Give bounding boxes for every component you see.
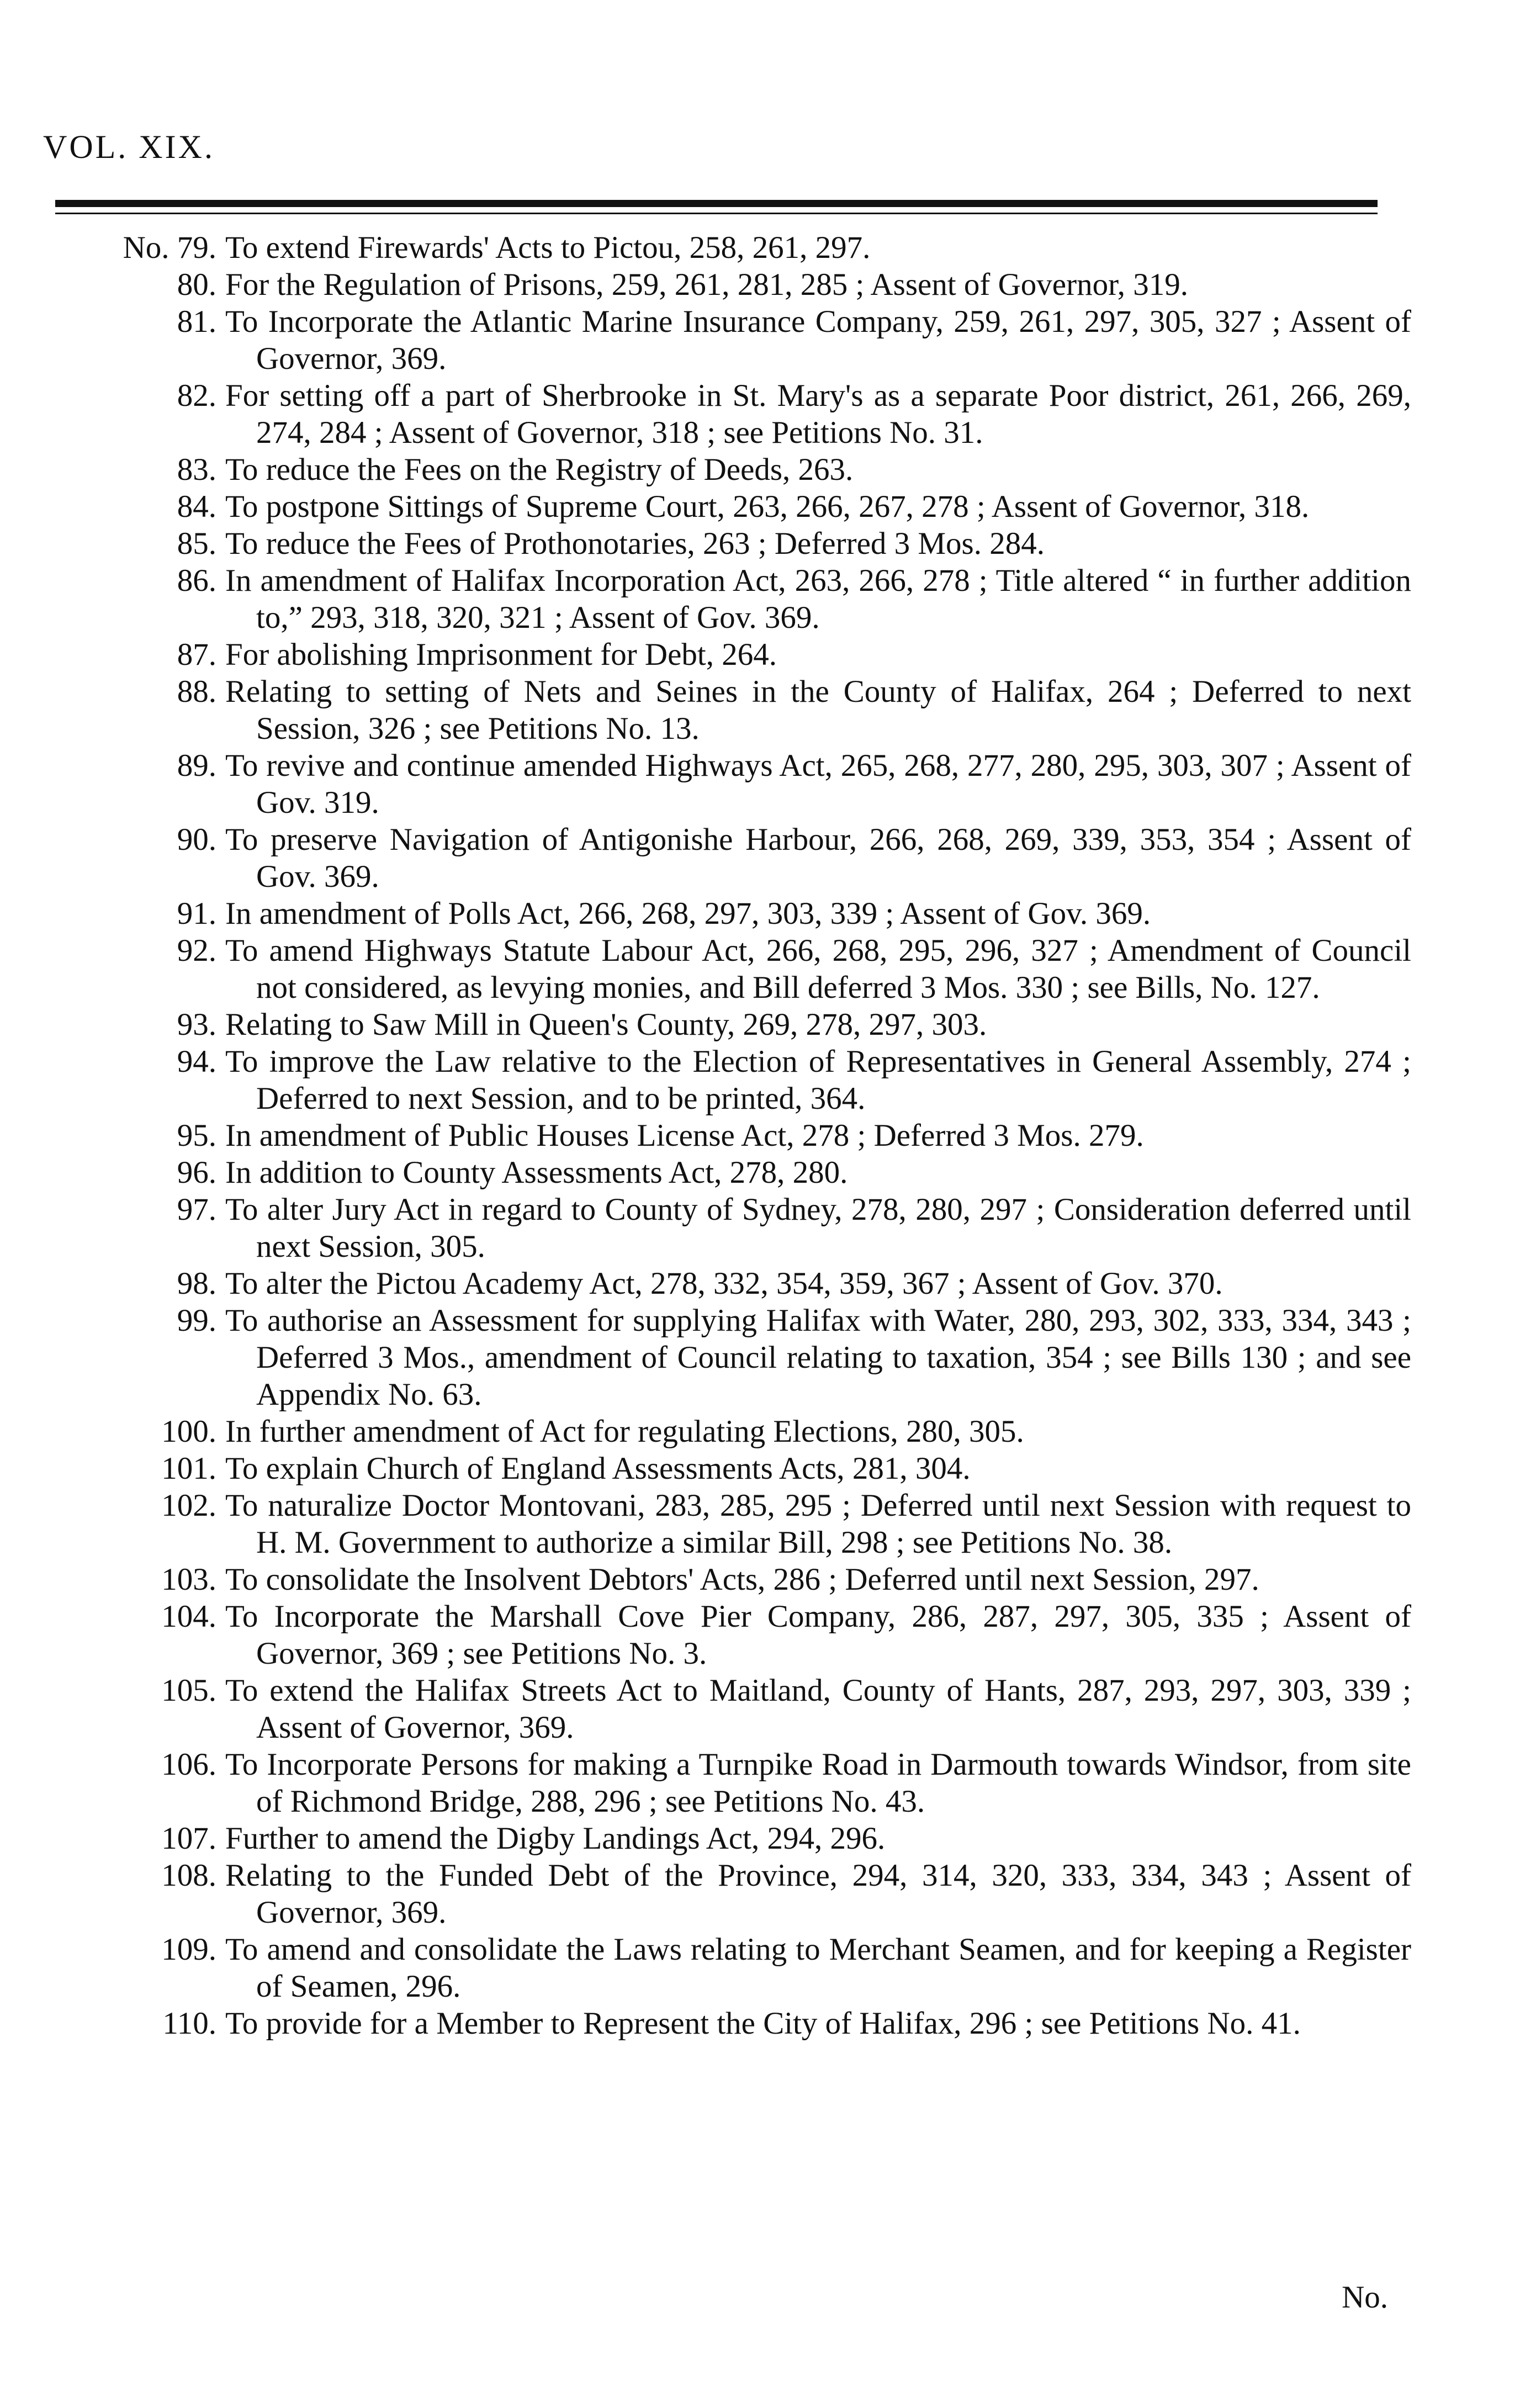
list-item (0, 1117, 1536, 1154)
bill-description: Relating to setting of Nets and Seines in the County of Halifax, 264 ; Deferred to next Session, 326 ; see Petitions No. 13. (225, 674, 1411, 746)
list-item (0, 1154, 1536, 1191)
bill-number: 96. (177, 1155, 216, 1190)
bill-number: 100. (161, 1414, 216, 1449)
bill-description: To extend the Halifax Streets Act to Maitland, County of Hants, 287, 293, 297, 303, 339 ; Assent of Governor, 369. (225, 1673, 1411, 1745)
list-item (0, 1857, 1536, 1931)
list-item (0, 377, 1536, 451)
bill-description: To alter the Pictou Academy Act, 278, 332, 354, 359, 367 ; Assent of Gov. 370. (225, 1266, 1223, 1301)
list-item (0, 821, 1536, 895)
list-item (0, 1487, 1536, 1561)
bill-number: 108. (161, 1858, 216, 1893)
bill-description: For setting off a part of Sherbrooke in St. Mary's as a separate Poor district, 261, 266, 269, 274, 284 ; Assent of Governor, 318 ; see Petitions No. 31. (225, 378, 1411, 450)
bill-number: 94. (177, 1044, 216, 1079)
bill-description: In amendment of Public Houses License Act, 278 ; Deferred 3 Mos. 279. (225, 1118, 1144, 1153)
bill-number: 109. (161, 1932, 216, 1967)
bill-description: In further amendment of Act for regulating Elections, 280, 305. (225, 1414, 1024, 1449)
list-item (0, 1931, 1536, 2005)
bill-number: No. 79. (123, 230, 216, 265)
bill-number: 80. (177, 267, 216, 302)
list-item (0, 1302, 1536, 1413)
list-item (0, 229, 1536, 266)
bill-number: 82. (177, 378, 216, 413)
list-item (0, 895, 1536, 932)
bill-description: To reduce the Fees on the Registry of Deeds, 263. (225, 452, 854, 487)
bill-description: To improve the Law relative to the Election of Representatives in General Assembly, 274 ; Deferred to next Session, and to be printed, 364. (225, 1044, 1411, 1116)
bill-description: For abolishing Imprisonment for Debt, 264. (225, 637, 777, 672)
bill-number: 81. (177, 304, 216, 339)
bill-description: To naturalize Doctor Montovani, 283, 285, 295 ; Deferred until next Session with request to H. M. Government to authorize a similar Bill, 298 ; see Petitions No. 38. (225, 1488, 1411, 1560)
bill-number: 103. (161, 1562, 216, 1597)
list-item (0, 1191, 1536, 1265)
bill-description: To explain Church of England Assessments Acts, 281, 304. (225, 1451, 971, 1486)
list-item (0, 673, 1536, 747)
bill-number: 86. (177, 563, 216, 598)
bill-number: 104. (161, 1599, 216, 1634)
bill-description: To postpone Sittings of Supreme Court, 263, 266, 267, 278 ; Assent of Governor, 318. (225, 489, 1310, 524)
list-item (0, 1598, 1536, 1672)
bill-description: In addition to County Assessments Act, 278, 280. (225, 1155, 848, 1190)
bill-description: For the Regulation of Prisons, 259, 261, 281, 285 ; Assent of Governor, 319. (225, 267, 1189, 302)
bill-number: 101. (161, 1451, 216, 1486)
list-item (0, 266, 1536, 303)
bill-description: To amend Highways Statute Labour Act, 266, 268, 295, 296, 327 ; Amendment of Council not considered, as levying monies, and Bill deferred 3 Mos. 330 ; see Bills, No. 127. (225, 933, 1411, 1005)
bill-description: To provide for a Member to Represent the City of Halifax, 296 ; see Petitions No. 41. (225, 2006, 1301, 2041)
bill-description: To Incorporate the Atlantic Marine Insurance Company, 259, 261, 297, 305, 327 ; Assent of Governor, 369. (225, 304, 1411, 376)
bill-number: 85. (177, 526, 216, 561)
list-item (0, 932, 1536, 1006)
bill-number: 92. (177, 933, 216, 968)
list-item (0, 636, 1536, 673)
bill-number: 95. (177, 1118, 216, 1153)
bill-number: 87. (177, 637, 216, 672)
bill-description: To authorise an Assessment for supplying Halifax with Water, 280, 293, 302, 333, 334, 343 ; Deferred 3 Mos., amendment of Council relating to taxation, 354 ; see Bills 130 ; and see Appendix No. 63. (225, 1303, 1411, 1412)
bill-number: 89. (177, 748, 216, 783)
bill-number: 88. (177, 674, 216, 709)
header-rule-thick (55, 200, 1378, 207)
list-item (0, 1265, 1536, 1302)
bill-description: To Incorporate the Marshall Cove Pier Company, 286, 287, 297, 305, 335 ; Assent of Governor, 369 ; see Petitions No. 3. (225, 1599, 1411, 1671)
header-rule-thin (55, 213, 1378, 214)
bill-description: To amend and consolidate the Laws relating to Merchant Seamen, and for keeping a Register of Seamen, 296. (225, 1932, 1411, 2004)
list-item (0, 562, 1536, 636)
bill-number: 90. (177, 822, 216, 857)
bill-number: 93. (177, 1007, 216, 1042)
bill-number: 91. (177, 896, 216, 931)
list-item (0, 2005, 1536, 2042)
list-item (0, 1450, 1536, 1487)
bill-number: 105. (161, 1673, 216, 1708)
bill-list (0, 229, 1536, 2042)
bill-description: Relating to the Funded Debt of the Province, 294, 314, 320, 333, 334, 343 ; Assent of Governor, 369. (225, 1858, 1411, 1930)
list-item (0, 303, 1536, 377)
bill-description: To consolidate the Insolvent Debtors' Acts, 286 ; Deferred until next Session, 297. (225, 1562, 1259, 1597)
bill-number: 106. (161, 1747, 216, 1782)
bill-description: To reduce the Fees of Prothonotaries, 263 ; Deferred 3 Mos. 284. (225, 526, 1045, 561)
bill-number: 110. (162, 2006, 216, 2041)
bill-number: 84. (177, 489, 216, 524)
list-item (0, 1820, 1536, 1857)
bill-number: 102. (161, 1488, 216, 1523)
list-item (0, 1672, 1536, 1746)
bill-description: Relating to Saw Mill in Queen's County, 269, 278, 297, 303. (225, 1007, 987, 1042)
bill-number: 99. (177, 1303, 216, 1338)
list-item (0, 1043, 1536, 1117)
list-item (0, 1746, 1536, 1820)
bill-number: 98. (177, 1266, 216, 1301)
catchword: No. (1342, 2280, 1388, 2315)
bill-number: 97. (177, 1192, 216, 1227)
list-item (0, 1006, 1536, 1043)
bill-description: To preserve Navigation of Antigonishe Harbour, 266, 268, 269, 339, 353, 354 ; Assent of Gov. 369. (225, 822, 1411, 894)
list-item (0, 1413, 1536, 1450)
bill-description: In amendment of Halifax Incorporation Act, 263, 266, 278 ; Title altered “ in further addition to,” 293, 318, 320, 321 ; Assent of Gov. 369. (225, 563, 1411, 635)
list-item (0, 747, 1536, 821)
volume-heading: VOL. XIX. (43, 129, 215, 165)
bill-description: To extend Firewards' Acts to Pictou, 258, 261, 297. (225, 230, 871, 265)
bill-number: 83. (177, 452, 216, 487)
list-item (0, 488, 1536, 525)
bill-description: To Incorporate Persons for making a Turnpike Road in Darmouth towards Windsor, from site of Richmond Bridge, 288, 296 ; see Petitions No. 43. (225, 1747, 1411, 1819)
list-item (0, 451, 1536, 488)
bill-number: 107. (161, 1821, 216, 1856)
list-item (0, 525, 1536, 562)
bill-description: To alter Jury Act in regard to County of Sydney, 278, 280, 297 ; Consideration deferred until next Session, 305. (225, 1192, 1411, 1264)
bill-description: In amendment of Polls Act, 266, 268, 297, 303, 339 ; Assent of Gov. 369. (225, 896, 1151, 931)
bill-description: To revive and continue amended Highways Act, 265, 268, 277, 280, 295, 303, 307 ; Assent of Gov. 319. (225, 748, 1411, 820)
list-item (0, 1561, 1536, 1598)
bill-description: Further to amend the Digby Landings Act, 294, 296. (225, 1821, 886, 1856)
